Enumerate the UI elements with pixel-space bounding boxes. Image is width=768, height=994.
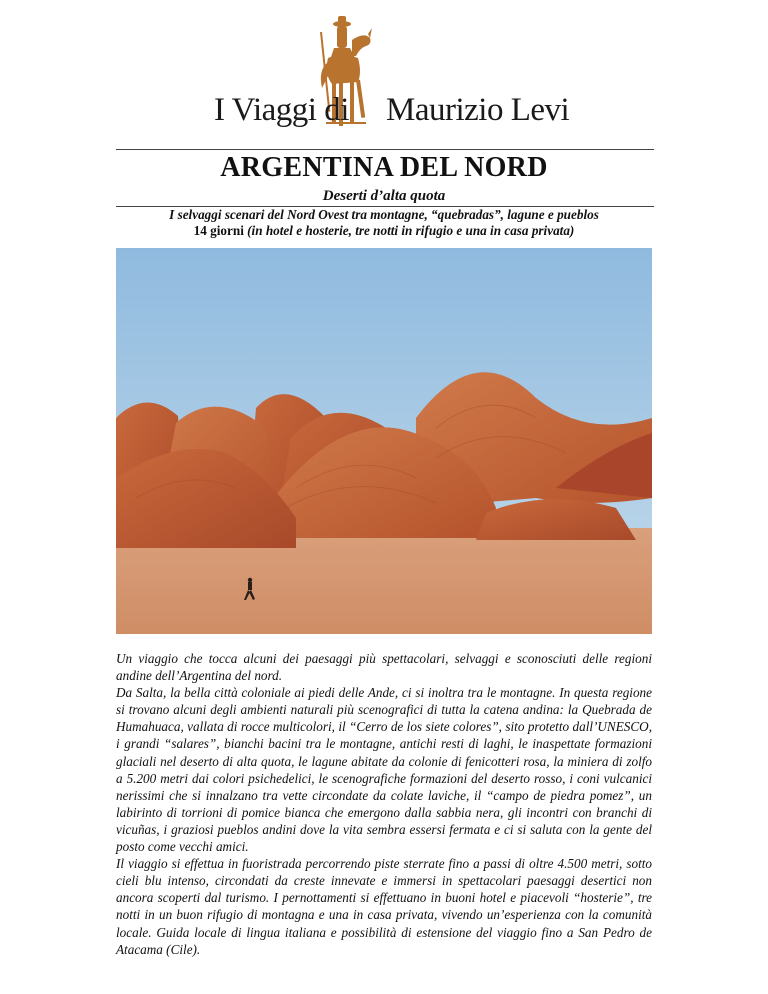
tagline: I selvaggi scenari del Nord Ovest tra montagne, “quebradas”, lagune e pueblos	[169, 207, 599, 222]
page-subtitle: Deserti d’alta quota	[322, 188, 446, 204]
duration-note: (in hotel e hosterie, tre notti in rifugio e una in casa privata)	[247, 223, 575, 238]
header-rule-top	[116, 149, 654, 150]
duration-days: 14 giorni	[193, 223, 244, 238]
description-paragraph: Da Salta, la bella città coloniale ai piedi delle Ande, ci si inoltra tra le montagne. In questa regione si trovano alcuni degli ambienti naturali più scenografici di tutta la catena andina: la Quebrada de Humahuaca, vallata di rocce multicolori, il “Cerro de los siete colores”, sito protetto dall’UNESCO, i grandi “salares”, bianchi bacini tra le montagne, antichi resti di laghi, le inaspettate formazioni glaciali nel deserto di alta quota, le lagune abitate da colonie di fenicotteri rosa, la miniera di zolfo a 5.200 metri dai colori psichedelici, le scenografiche formazioni del deserto rosso, i coni vulcanici nerissimi che si innalzano tra vette circondate da colate laviche, il “campo de piedra pomez”, un labirinto di torrioni di pomice bianca che emergono dalla sabbia nera, gli incontri con branchi di vicuñas, i graziosi pueblos andini dove la vita sembra essersi fermata e ci si saluta con la gente del posto come vecchi amici.	[116, 685, 652, 855]
trip-description	[116, 650, 652, 958]
logo-text-right: Maurizio Levi	[386, 92, 570, 128]
page-title: ARGENTINA DEL NORD	[220, 152, 548, 183]
logo-text-left: I Viaggi di	[214, 92, 349, 128]
description-paragraph: Un viaggio che tocca alcuni dei paesaggi più spettacolari, selvaggi e sconosciuti delle regioni andine dell’Argentina del nord.	[116, 651, 652, 684]
trip-duration	[0, 223, 768, 239]
brand-logo	[0, 10, 768, 140]
desert-landscape-photo	[116, 248, 652, 634]
description-paragraph: Il viaggio si effettua in fuoristrada percorrendo piste sterrate fino a passi di oltre 4.500 metri, sotto cieli blu intenso, circondati da creste innevate e immersi in spettacolari paesaggi desertici non ancora scoperti dal turismo. I pernottamenti si effettuano in buoni hotel e piacevoli “hosterie”, tre notti in un buon rifugio di montagna e una in casa privata, vivendo un’esperienza con la comunità locale. Guida locale di lingua italiana e possibilità di estensione del viaggio fino a San Pedro de Atacama (Cile).	[116, 856, 652, 957]
